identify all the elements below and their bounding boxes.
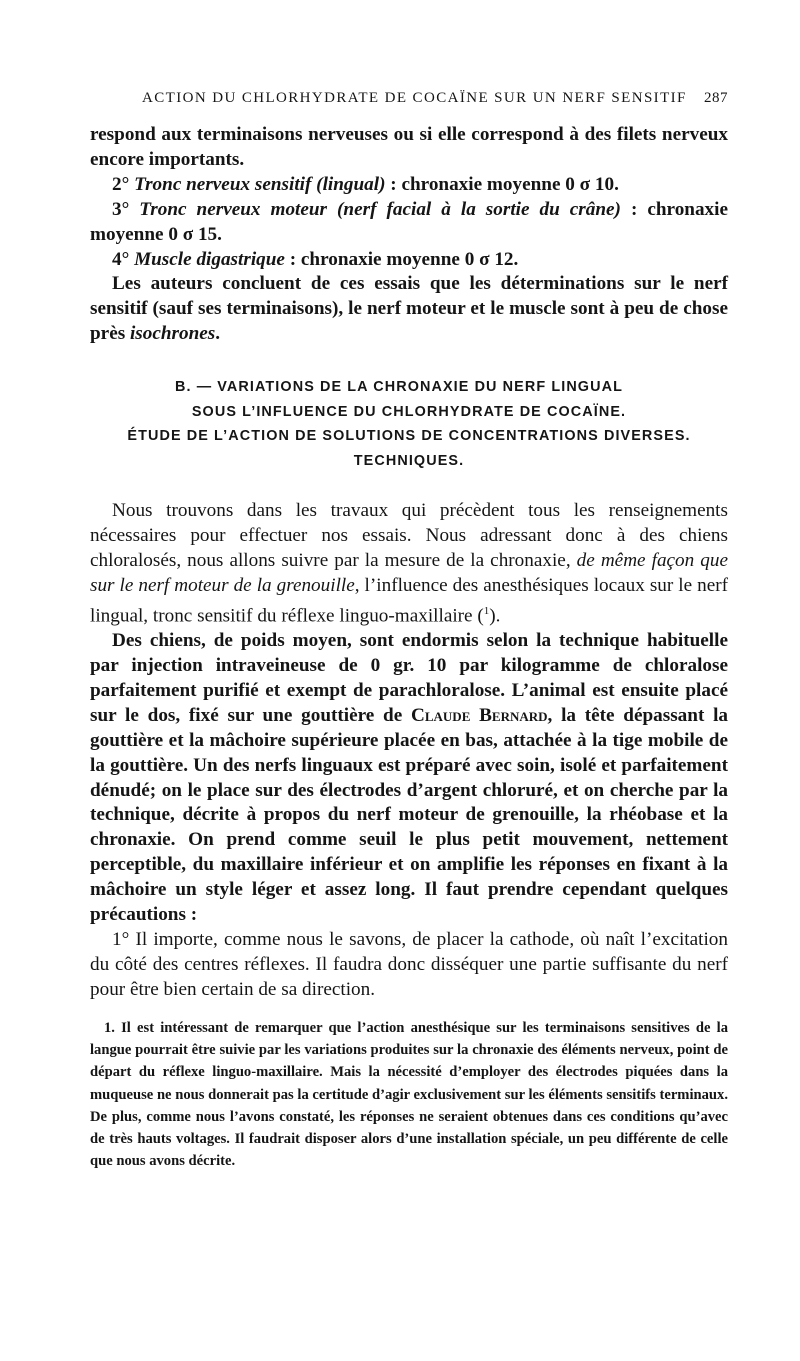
paragraph-3: 1° Il importe, comme nous le savons, de placer la cathode, où naît l’excitation du côté des centres réflexes. Il faudra donc disséquer une partie suffisante du nerf pour être bien certain de sa direction. [90,928,728,1000]
item-label-paren: (nerf facial à la sortie du crâne) [337,198,621,220]
conclusion-text: Les auteurs concluent de ces essais que les déterminations sur le nerf sensitif (sauf ses terminaisons), le nerf moteur et le muscle sont à peu de chose près [90,273,728,345]
p2-text-a: Des chiens, de poids moyen, sont endormis selon la technique habituelle par injection intraveineuse de 0 gr. 10 par kilogramme de chloralose parfaitement purifié et exempt de parachloralose. L’animal est ensuite placé sur le dos, fixé sur une gouttière de [90,630,728,726]
paragraph-1 [90,499,728,629]
item-text: : chronaxie moyenne 0 σ 10. [385,173,619,195]
list-item-3 [90,198,728,248]
footnote [90,1017,728,1173]
paragraph-continuation: respond aux terminaisons nerveuses ou si elle correspond à des filets nerveux encore importants. [90,124,728,170]
running-head [90,90,728,107]
footnote-text: 1. Il est intéressant de remarquer que l’action anesthésique sur les terminaisons sensitives de la langue pourrait être suivie par les variations produites sur la chronaxie des éléments nerveux, point de départ du réflexe linguo-maxillaire. Mais la nécessité d’employer des électrodes piquées dans la muqueuse ne nous donnerait pas la certitude d’agir exclusivement sur les éléments sensitifs terminaux. De plus, comme nous l’avons constaté, les réponses ne seraient obtenues dans ces conditions qu’avec de très hauts voltages. Il faudrait disposer alors d’une installation spéciale, un peu différente de celle que nous avons décrite. [90,1019,728,1170]
heading-line-1: B. — VARIATIONS DE LA CHRONAXIE DU NERF LINGUAL [175,379,623,396]
item-label: Muscle digastrique [134,248,285,270]
paragraph-2 [90,629,728,928]
heading-line-2: SOUS L’INFLUENCE DU CHLORHYDRATE DE COCAÏNE. [191,403,627,420]
item-text: : chronaxie moyenne 0 σ 12. [284,248,519,270]
p1-text-b: , l’influence des anesthésiques locaux sur le nerf lingual, tronc sensitif du réflexe linguo-maxillaire ( [90,574,728,627]
conclusion-end: . [215,323,221,345]
section-text-block [90,499,728,1003]
book-page [90,90,728,1173]
item-text: : chronaxie moyenne 0 σ 15. [90,198,729,245]
item-number: 4° [112,248,130,270]
heading-line-3: ÉTUDE DE L’ACTION DE SOLUTIONS DE CONCENTRATIONS DIVERSES. [127,428,691,445]
footnote-ref: 1 [483,604,490,617]
section-heading [90,375,728,473]
author-name: Claude Bernard [411,704,548,726]
conclusion-em: isochrones [129,323,216,345]
running-title: ACTION DU CHLORHYDRATE DE COCAÏNE SUR UN NERF SENSITIF [142,90,687,106]
list-item-4 [90,248,728,273]
top-text-block [90,123,728,347]
item-number: 2° [112,173,130,195]
item-label: Tronc nerveux moteur [139,198,328,220]
list-item-2 [90,173,728,198]
p2-text-b: , la tête dépassant la gouttière et la mâchoire supérieure placée en bas, attachée à la tige mobile de la gouttière. Un des nerfs linguaux est préparé avec soin, isolé et parfaitement dénudé; on le place sur des électrodes d’argent chloruré, et on cherche par la technique, décrite à propos du nerf moteur de grenouille, la rhéobase et la chronaxie. On prend comme seuil le plus petit mouvement, nettement perceptible, du maxillaire inférieur et on amplifie les réponses en fixant à la mâchoire un style léger et assez long. Il faut prendre cependant quelques précautions : [90,704,729,926]
item-label: Tronc nerveux sensitif (lingual) [134,173,386,195]
page-number: 287 [704,90,728,106]
paragraph-conclusion [90,272,728,347]
item-number: 3° [112,198,130,220]
p1-text-c: ). [489,605,501,627]
p1-text-a: Nous trouvons dans les travaux qui précèdent tous les renseignements nécessaires pour effectuer nos essais. Nous adressant donc à des chiens chloralosés, nous allons suivre par la mesure de la chronaxie, [90,500,728,571]
p1-emphasis: de même façon que sur le nerf moteur de la grenouille [90,549,728,596]
heading-line-4: TECHNIQUES. [353,452,465,469]
